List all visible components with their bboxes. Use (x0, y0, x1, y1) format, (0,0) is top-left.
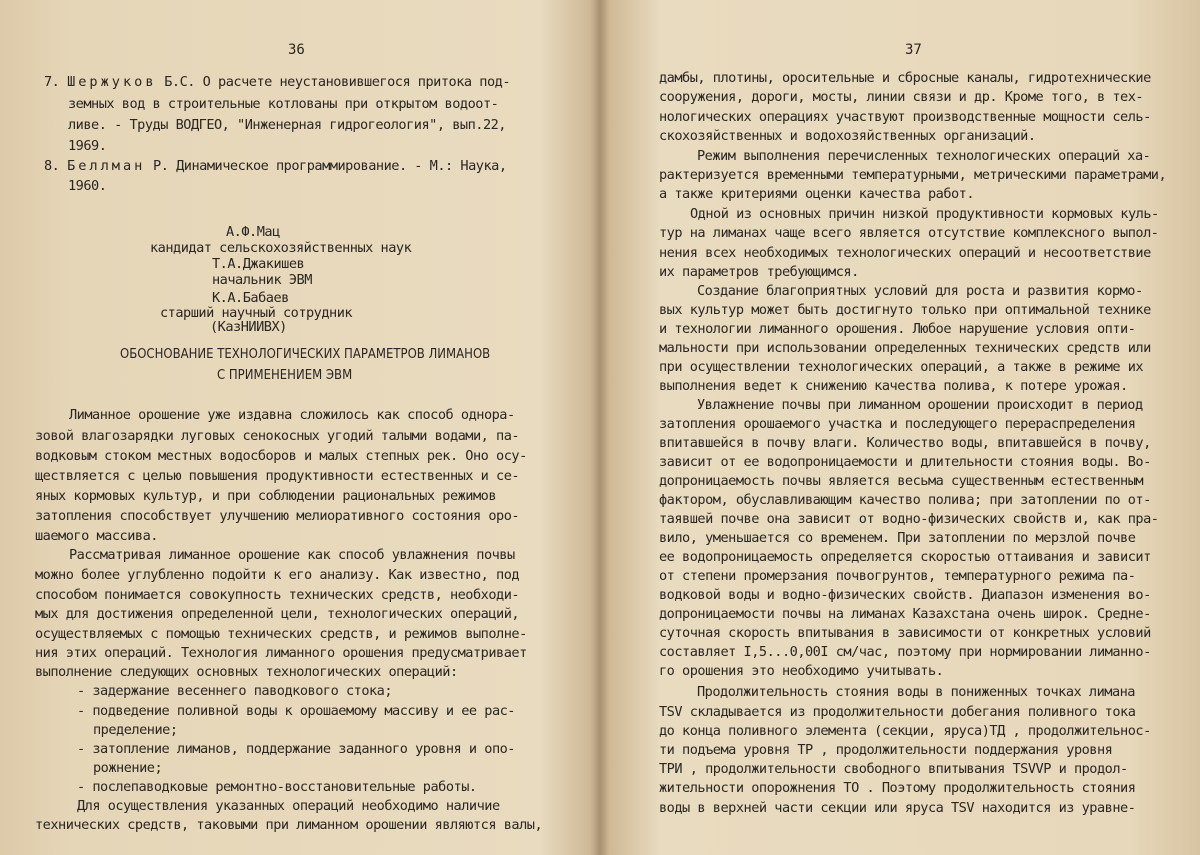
body-line: а также критериями оценки качества работ. (659, 186, 975, 202)
reference-text: ливе. - Труды ВОДГЕО, "Инженерная гидрогеология", вып.22, (68, 117, 506, 133)
body-line: яных кормовых культур, и при соблюдении рациональных режимов (35, 488, 497, 504)
body-line: вых культур может быть достигнуто только при оптимальной технике (659, 302, 1151, 318)
body-line: и технологии лиманного орошения. Любое нарушение условия опти- (659, 321, 1136, 337)
body-line: мых для достижения определенной цели, технологических операций, (35, 606, 520, 622)
list-item-continuation: рожнение; (93, 760, 163, 776)
body-line: жительности опорожнения TO . Поэтому продолжительность стояния (659, 780, 1136, 796)
body-line: фактором, обуславливающим качество полива; при затоплении по от- (659, 492, 1151, 508)
body-line: суточная скорость впитывания в зависимости от конкретных условий (659, 625, 1151, 641)
list-item: - затопление лиманов, поддержание заданного уровня и опо- (77, 741, 515, 757)
body-line: Для осуществления указанных операций необходимо наличие (77, 798, 500, 814)
body-line: нения всех необходимых технологических операций и несоответствие (659, 245, 1151, 261)
page-number: 36 (288, 42, 305, 58)
body-line: водковой воды и водно-физических свойств. Диапазон изменения во- (659, 587, 1151, 603)
body-line: составляет I,5...0,00I см/час, поэтому при нормировании лиманно- (659, 644, 1151, 660)
body-line: Продолжительность стояния воды в пониженных точках лимана (697, 684, 1135, 700)
body-line: затопления орошаемого участка и последующего перераспределения (659, 416, 1136, 432)
reference-text: 1960. (68, 178, 107, 194)
body-line: осуществляемых с помощью технических средств, и режимов выполне- (35, 626, 527, 642)
body-line: водковым стоком местных водосборов и малых степных рек. Оно осу- (35, 448, 527, 464)
page-number: 37 (905, 42, 922, 58)
body-line: от степени промерзания почвогрунтов, температурного режима па- (659, 568, 1136, 584)
author-name: К.А.Бабаев (212, 290, 289, 306)
body-line: мальности при использовании определенных технических средств или (659, 340, 1151, 356)
author-affiliation: (КазНИИВХ) (210, 319, 287, 335)
title-line: ОБОСНОВАНИЕ ТЕХНОЛОГИЧЕСКИХ ПАРАМЕТРОВ ЛИМАНОВ (120, 347, 491, 362)
reference-text: 1969. (68, 138, 107, 154)
body-line: впитавшейся в почву влаги. Количество воды, впитавшейся в почву, (659, 435, 1151, 451)
reference-text: Б.С. О расчете неустановившегося притока под- (164, 74, 511, 90)
body-line: Создание благоприятных условий для роста и развития кормо- (697, 283, 1143, 299)
reference-author: Беллман (67, 158, 146, 174)
body-line: выполнения ведет к снижению качества полива, к потере урожая. (659, 378, 1128, 394)
title-line: С ПРИМЕНЕНИЕМ ЭВМ (217, 368, 353, 383)
body-line: го орошения это необходимо учитывать. (659, 663, 944, 679)
body-line: Одной из основных причин низкой продуктивности кормовых куль- (690, 206, 1159, 222)
body-line: Режим выполнения перечисленных технологических операций ха- (697, 148, 1151, 164)
body-line: Лиманное орошение уже издавна сложилось как способ однора- (69, 407, 515, 423)
body-line: при осуществлении технологических операций, а также в режиме их (659, 359, 1144, 375)
right-page (602, 0, 1200, 855)
body-line: ти подъема уровня TP , продолжительности поддержания уровня (659, 742, 1113, 758)
body-line: шаемого массива. (35, 528, 158, 544)
body-line: воды в верхней части секции или яруса TSV находится из уравне- (659, 800, 1136, 816)
body-line: допроницаемости почвы на лиманах Казахстана очень широк. Средне- (659, 606, 1151, 622)
body-line: Рассматривая лиманное орошение как способ увлажнения почвы (69, 547, 515, 563)
body-line: зовой влагозарядки луговых сенокосных угодий талыми водами, па- (35, 428, 520, 444)
reference-text: Р. Динамическое программирование. - М.: Наука, (153, 158, 507, 174)
body-line: нологических операциях участвуют производственные мощности сель- (659, 109, 1151, 125)
body-line: TPИ , продолжительности свободного впитывания TSVVP и продол- (659, 761, 1128, 777)
reference-number: 8. (44, 158, 60, 174)
body-line: дамбы, плотины, оросительные и сбросные каналы, гидротехнические (659, 70, 1151, 86)
body-line: ее водопроницаемость определяется скоростью оттаивания и зависит (659, 549, 1151, 565)
reference-item (44, 74, 510, 91)
body-line: выполнение следующих основных технологических операций: (35, 664, 458, 680)
body-line: TSV складывается из продолжительности добегания поливного тока (659, 704, 1136, 720)
author-name: Т.А.Джакишев (212, 256, 305, 272)
body-line: вило, уменьшается со временем. При затоплении по мерзлой почве (659, 530, 1136, 546)
body-line: тур на лиманах чаще всего является отсутствие комплексного выпол- (659, 225, 1159, 241)
list-item: - послепаводковые ремонтно-восстановительные работы. (77, 779, 477, 795)
list-item: - задержание весеннего паводкового стока; (77, 683, 393, 699)
body-line: способом понимается совокупность технических средств, необходи- (35, 587, 520, 603)
reference-item (44, 158, 507, 175)
reference-text: земных вод в строительные котлованы при открытом водоот- (68, 96, 499, 112)
body-line: технических средств, таковыми при лиманном орошении являются валы, (35, 817, 543, 833)
reference-number: 7. (44, 74, 60, 90)
body-line: ния этих операций. Технология лиманного орошения предусматривает (35, 645, 527, 661)
reference-author: Шержуков (67, 74, 157, 90)
body-line: их параметров требующимся. (659, 264, 859, 280)
author-name: А.Ф.Мац (226, 224, 280, 240)
list-item-continuation: пределение; (93, 722, 178, 738)
body-line: зависит от ее водопроницаемости и длительности стояния воды. Во- (659, 454, 1151, 470)
body-line: до конца поливного элемента (секции, яруса)TД , продолжительнос- (659, 723, 1151, 739)
body-line: затопления способствует улучшению мелиоративного состояния оро- (35, 508, 520, 524)
body-line: допроницаемость почвы является весьма существенным естественным (659, 473, 1144, 489)
body-line: скохозяйственных и водохозяйственных организаций. (659, 128, 1036, 144)
body-line: рактеризуется временными температурными, метрическими параметрами, (659, 167, 1167, 183)
author-title: старший научный сотрудник (160, 305, 353, 321)
left-page (0, 0, 598, 855)
author-title: начальник ЭВМ (212, 272, 312, 288)
body-line: можно более углубленно подойти к его анализу. Как известно, под (35, 567, 520, 583)
list-item: - подведение поливной воды к орошаемому массиву и ее рас- (77, 703, 515, 719)
author-title: кандидат сельскохозяйственных наук (150, 240, 412, 256)
body-line: таявшей почве она зависит от водно-физических свойств и, как пра- (659, 511, 1159, 527)
body-line: сооружения, дороги, мосты, линии связи и др. Кроме того, в тех- (659, 89, 1144, 105)
body-line: ществляется с целью повышения продуктивности естественных и се- (35, 468, 520, 484)
body-line: Увлажнение почвы при лиманном орошении происходит в период (697, 397, 1143, 413)
